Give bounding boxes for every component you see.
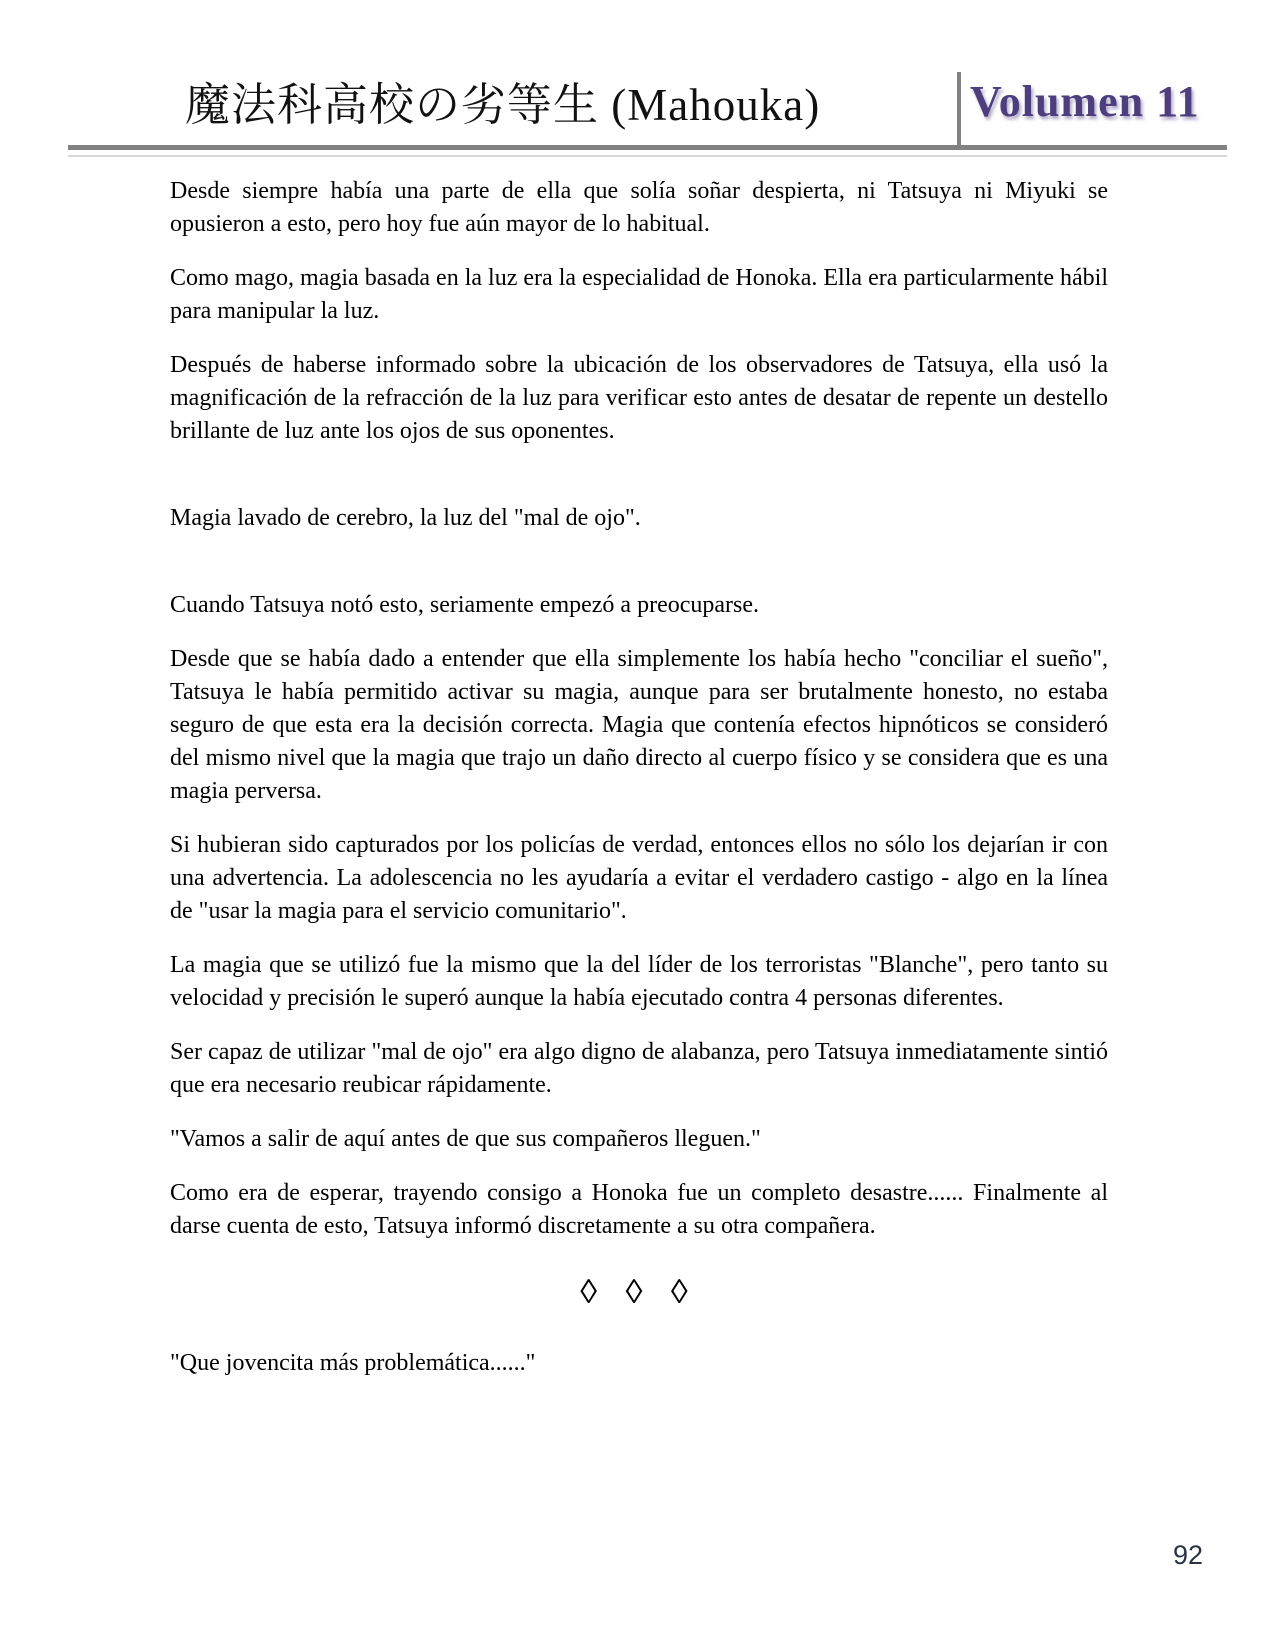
paragraph: Magia lavado de cerebro, la luz del "mal de ojo".: [170, 505, 641, 531]
paragraph: La magia que se utilizó fue la mismo que la del líder de los terroristas "Blanche", pero tanto su velocidad y precisión le superó aunque la había ejecutado contra 4 personas diferentes.: [170, 952, 1108, 1011]
page-number: 92: [1172, 1540, 1203, 1570]
page-body-text: [170, 175, 1108, 1401]
paragraph: Como mago, magia basada en la luz era la especialidad de Honoka. Ella era particularmente hábil para manipular la luz.: [170, 265, 1108, 324]
volume-label: Volumen 11: [970, 77, 1200, 126]
paragraph: Cuando Tatsuya notó esto, seriamente empezó a preocuparse.: [170, 592, 760, 618]
paragraph: Después de haberse informado sobre la ubicación de los observadores de Tatsuya, ella usó la magnificación de la refracción de la luz para verificar esto antes de desatar de repente un destello brillante de luz ante los ojos de sus oponentes.: [170, 352, 1108, 444]
document-title: 魔法科高校の劣等生 (Mahouka): [185, 80, 821, 130]
paragraph: "Vamos a salir de aquí antes de que sus compañeros lleguen.": [170, 1126, 761, 1152]
paragraph: Desde siempre había una parte de ella que solía soñar despierta, ni Tatsuya ni Miyuki se opusieron a esto, pero hoy fue aún mayor de lo habitual.: [170, 178, 1108, 237]
section-separator: ◊ ◊ ◊: [580, 1274, 698, 1311]
paragraph: Ser capaz de utilizar "mal de ojo" era algo digno de alabanza, pero Tatsuya inmediatamente sintió que era necesario reubicar rápidamente.: [170, 1039, 1108, 1098]
paragraph: Como era de esperar, trayendo consigo a Honoka fue un completo desastre...... Finalmente al darse cuenta de esto, Tatsuya informó discretamente a su otra compañera.: [170, 1180, 1108, 1239]
header-rule: [68, 145, 1227, 150]
paragraph: Desde que se había dado a entender que ella simplemente los había hecho "conciliar el sueño", Tatsuya le había permitido activar su magia, aunque para ser brutalmente honesto, no estaba seguro de que esta era la decisión correcta. Magia que contenía efectos hipnóticos se consideró del mismo nivel que la magia que trajo un daño directo al cuerpo físico y se considera que es una magia perversa.: [170, 646, 1108, 804]
paragraph: "Que jovencita más problemática......": [170, 1350, 536, 1376]
paragraph: Si hubieran sido capturados por los policías de verdad, entonces ellos no sólo los dejarían ir con una advertencia. La adolescencia no les ayudaría a evitar el verdadero castigo - algo en la línea de "usar la magia para el servicio comunitario".: [170, 832, 1108, 924]
paragraph-list: [170, 175, 1108, 1380]
header-divider-line: [957, 72, 961, 148]
header-rule-shadow: [68, 155, 1227, 157]
